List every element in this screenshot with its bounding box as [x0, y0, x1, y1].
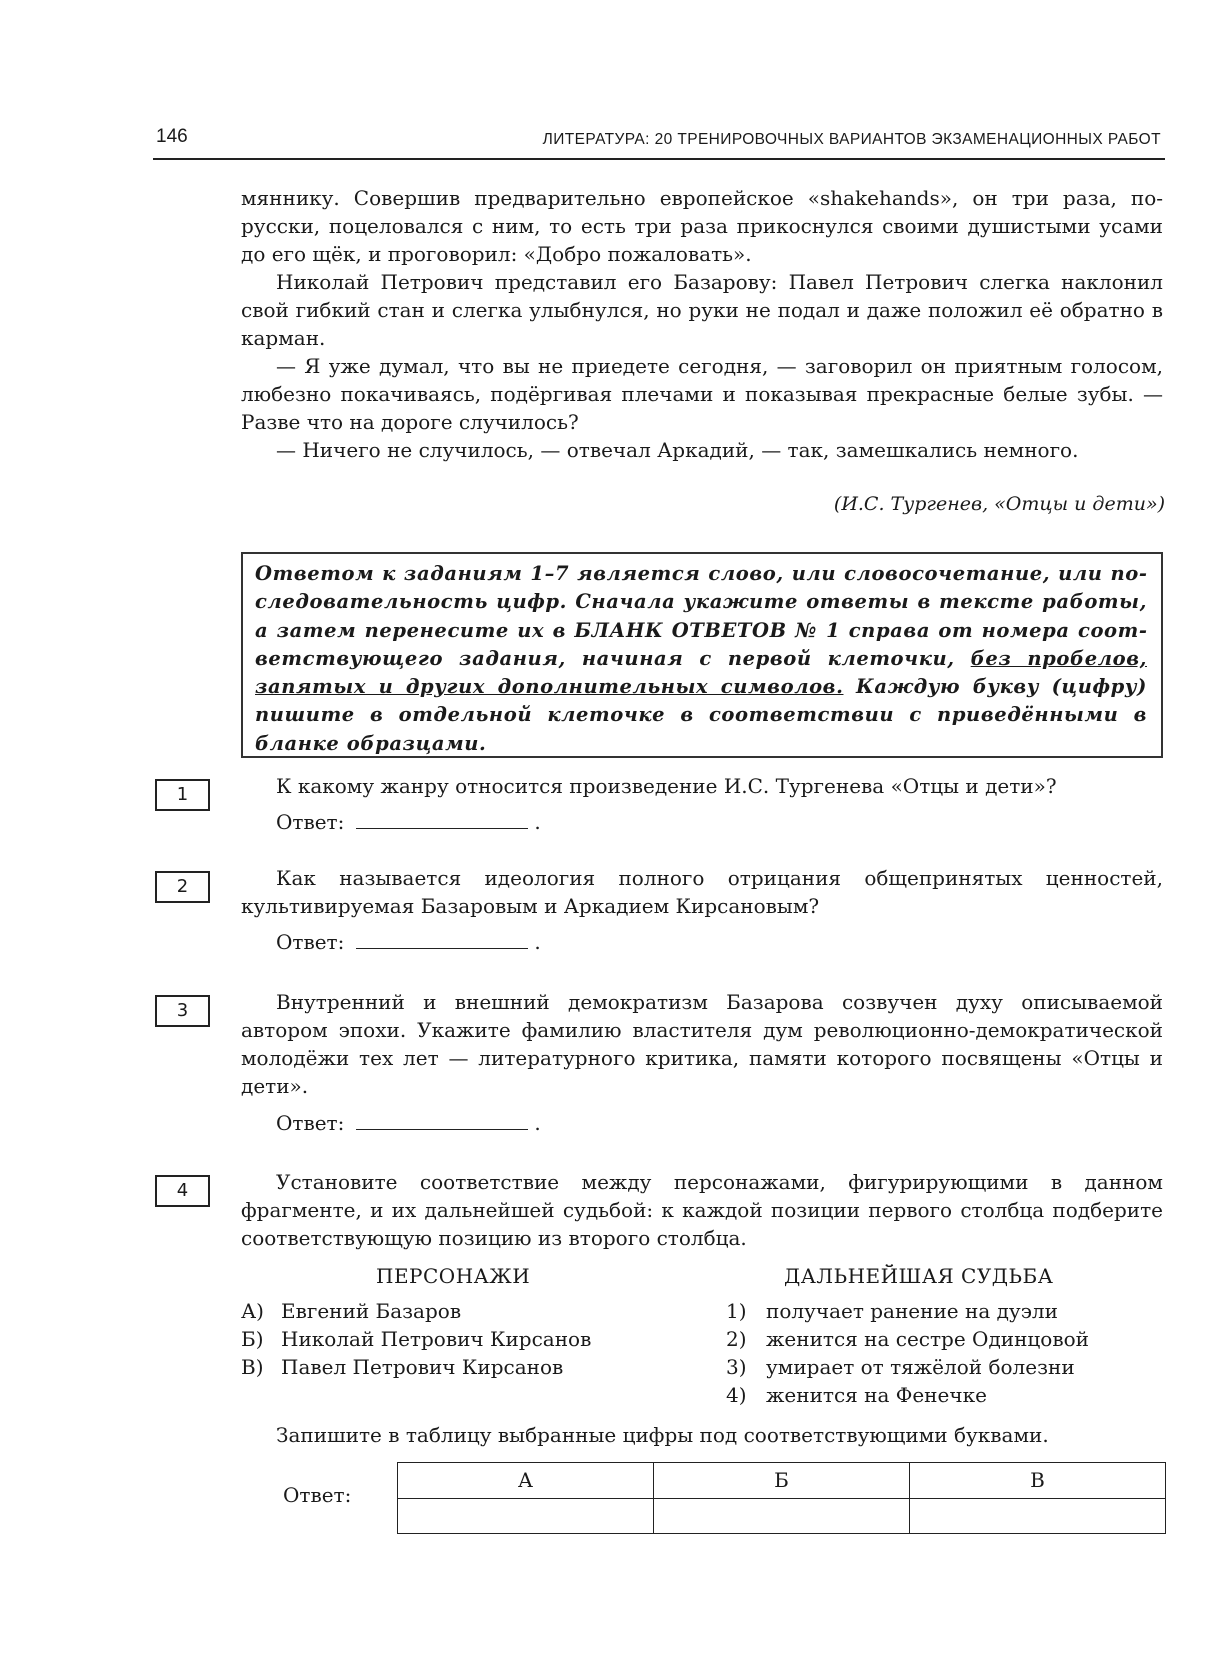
- option-key: 4): [726, 1383, 747, 1407]
- option-text: получает ранение на дуэли: [766, 1299, 1058, 1323]
- excerpt-paragraph-3: — Я уже думал, что вы не приедете сегодня, — заговорил он приятным голосом, любезно покачиваясь, подёргивая плечами и показывая прекрасные белые зубы. — Разве что на дороге случилось?: [241, 354, 1163, 434]
- task-3-question: Внутренний и внешний демократизм Базарова созвучен духу описываемой автором эпохи. Укажите фамилию властителя дум революционно-демократической молодёжи тех лет — литературного критика, памяти которого посвящены «Отцы и дети».: [241, 990, 1163, 1098]
- character-b: [241, 1325, 591, 1353]
- option-text: Павел Петрович Кирсанов: [281, 1355, 564, 1379]
- answer-table-input-row: [398, 1498, 1166, 1534]
- answer-cell-v[interactable]: [910, 1498, 1166, 1534]
- fate-3: [726, 1353, 1075, 1381]
- answer-table-header-v: В: [910, 1463, 1166, 1499]
- task-number-3: 3: [155, 995, 210, 1027]
- option-key: Б): [241, 1327, 264, 1351]
- answer-table-header-row: [398, 1463, 1166, 1499]
- answer-label: Ответ:: [276, 810, 345, 834]
- excerpt-paragraph-2: Николай Петрович представил его Базарову: Павел Петрович слегка наклонил свой гибкий стан и слегка улыбнулся, но руки не подал и даже положил её обратно в карман.: [241, 270, 1163, 350]
- task-number-1: 1: [155, 779, 210, 811]
- option-text: Николай Петрович Кирсанов: [281, 1327, 592, 1351]
- fate-4: [726, 1381, 987, 1409]
- task-4-answer-label: Ответ:: [283, 1483, 352, 1507]
- option-text: женится на сестре Одинцовой: [766, 1327, 1089, 1351]
- fate-1: [726, 1297, 1058, 1325]
- answer-cell-a[interactable]: [398, 1498, 654, 1534]
- instructions-box: [241, 552, 1163, 758]
- answer-label: Ответ:: [276, 930, 345, 954]
- answer-period: .: [534, 930, 541, 954]
- character-a: [241, 1297, 461, 1325]
- option-text: женится на Фенечке: [766, 1383, 987, 1407]
- option-text: Евгений Базаров: [281, 1299, 462, 1323]
- task-3-answer: [276, 1109, 541, 1137]
- instructions-part-1: Ответом к заданиям 1–7 является слово, или словосочетание, или последовательность цифр. Сначала укажите ответы в тексте работы, а затем перенесите их в БЛАНК ОТВЕТОВ № 1 справа от номера соответствующего задания, начиная с первой клеточки,: [255, 562, 1147, 670]
- instructions-part-2: Каждую букву (цифру) пишите в отдельной клеточке в соответствии с приведёнными в бланке образцами.: [255, 675, 1147, 755]
- answer-blank[interactable]: [356, 1113, 528, 1130]
- answer-table: [397, 1462, 1166, 1534]
- answer-blank[interactable]: [356, 932, 528, 949]
- answer-table-header-b: Б: [654, 1463, 910, 1499]
- option-text: умирает от тяжёлой болезни: [766, 1355, 1075, 1379]
- fate-2: [726, 1325, 1089, 1353]
- task-4-question: Установите соответствие между персонажами, фигурирующими в данном фрагменте, и их дальнейшей судьбой: к каждой позиции первого столбца подберите соответствующую позицию из второго столбца.: [241, 1170, 1163, 1250]
- answer-blank[interactable]: [356, 812, 528, 829]
- character-v: [241, 1353, 563, 1381]
- task-number-2: 2: [155, 871, 210, 903]
- fate-column-header: ДАЛЬНЕЙШАЯ СУДЬБА: [784, 1264, 1054, 1288]
- page-header: [153, 122, 1165, 160]
- characters-column-header: ПЕРСОНАЖИ: [376, 1264, 531, 1288]
- option-key: 2): [726, 1327, 747, 1351]
- answer-period: .: [534, 810, 541, 834]
- answer-table-header-a: А: [398, 1463, 654, 1499]
- task-2-question: Как называется идеология полного отрицания общепринятых ценностей, культивируемая Базаровым и Аркадием Кирсановым?: [241, 866, 1163, 918]
- task-1-question: К какому жанру относится произведение И.С. Тургенева «Отцы и дети»?: [276, 774, 1057, 798]
- table-instruction: Запишите в таблицу выбранные цифры под соответствующими буквами.: [276, 1423, 1049, 1447]
- excerpt-paragraph-4: — Ничего не случилось, — отвечал Аркадий, — так, замешкались немного.: [276, 438, 1079, 462]
- answer-period: .: [534, 1111, 541, 1135]
- instructions-text: [255, 560, 1147, 758]
- running-title: ЛИТЕРАТУРА: 20 ТРЕНИРОВОЧНЫХ ВАРИАНТОВ ЭКЗАМЕНАЦИОННЫХ РАБОТ: [542, 131, 1161, 148]
- task-1-answer: [276, 808, 541, 836]
- answer-cell-b[interactable]: [654, 1498, 910, 1534]
- option-key: А): [241, 1299, 264, 1323]
- option-key: В): [241, 1355, 264, 1379]
- option-key: 3): [726, 1355, 747, 1379]
- option-key: 1): [726, 1299, 747, 1323]
- excerpt-paragraph-1: мяннику. Совершив предварительно европейское «shakehands», он три раза, по-русски, поцеловался с ним, то есть три раза прикоснулся своими душистыми усами до его щёк, и проговорил: «Добро пожаловать».: [241, 186, 1163, 266]
- excerpt-text: [241, 184, 1163, 464]
- page-number: 146: [156, 126, 188, 147]
- task-2-answer: [276, 928, 541, 956]
- excerpt-attribution: (И.С. Тургенев, «Отцы и дети»): [833, 493, 1165, 515]
- answer-label: Ответ:: [276, 1111, 345, 1135]
- task-number-4: 4: [155, 1175, 210, 1207]
- instructions-underlined: без пробелов, запятых и других дополнительных символов.: [255, 646, 1147, 699]
